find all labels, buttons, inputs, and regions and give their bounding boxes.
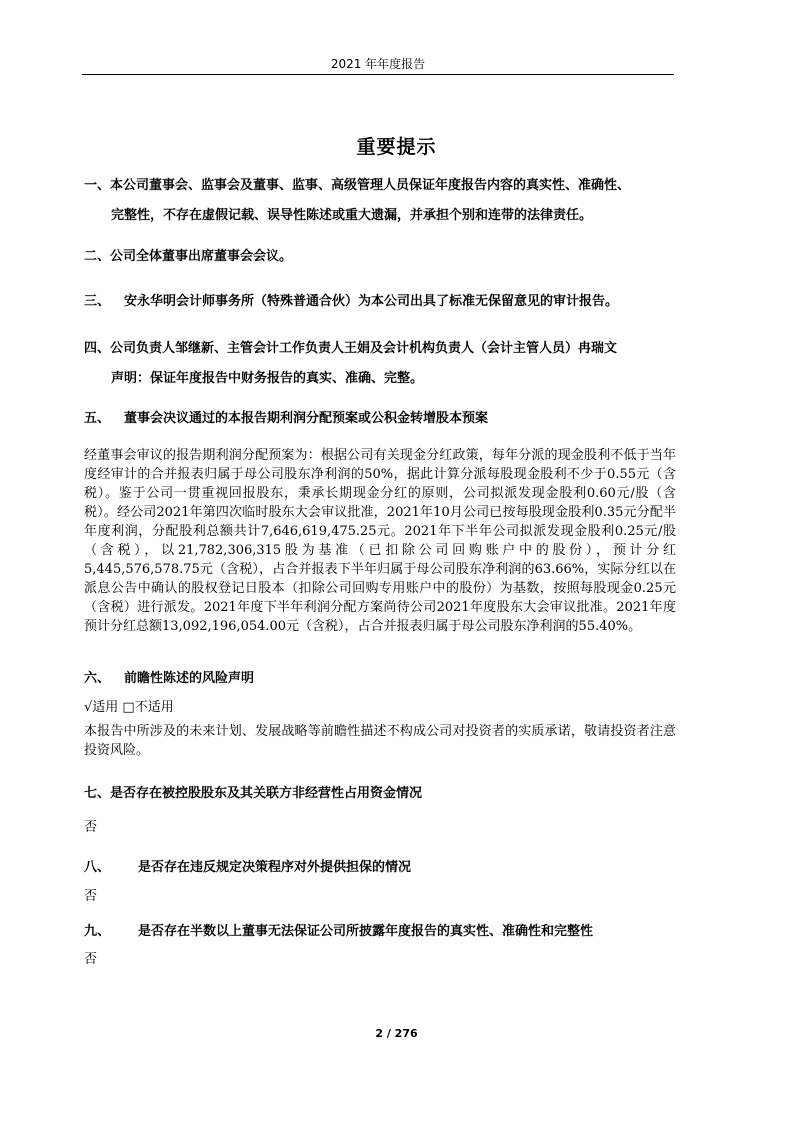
item-one [84,171,694,231]
item-five-heading [84,404,694,434]
item-two: 二、公司全体董事出席董事会会议。 [84,249,293,264]
item-six-heading [84,664,694,694]
item-three-text: 安永华明会计师事务所（特殊普通合伙）为本公司出具了标准无保留意见的审计报告。 [124,294,619,309]
header-divider [82,74,674,75]
page-number: 2 / 276 [375,1027,418,1040]
item-eight-answer: 否 [84,889,98,904]
item-one-line2: 完整性，不存在虚假记载、误导性陈述或重大遗漏，并承担个别和连带的法律责任。 [111,208,593,223]
item-five-text: 董事会决议通过的本报告期利润分配预案或公积金转增股本预案 [124,411,489,426]
item-eight-text: 是否存在违反规定决策程序对外提供担保的情况 [138,860,412,875]
profit-distribution-paragraph: 经董事会审议的报告期利润分配预案为：根据公司有关现金分红政策，每年分派的现金股利不低于当年度经审计的合并报表归属于母公司股东净利润的50%，据此计算分派每股现金股利不少于0.55元（含税）。鉴于公司一贯重视回报股东，秉承长期现金分红的原则，公司拟派发现金股利0.60元/股（含税）。经公司2021年第四次临时股东大会审议批准，2021年10月公司已按每股现金股利0.35元分配半年度利润，分配股利总额共计7,646,619,475.25元。2021年下半年公司拟派发现金股利0.25元/股（含税），以21,782,306,315股为基准（已扣除公司回购账户中的股份），预计分红5,445,576,578.75元（含税），占合并报表下半年归属于母公司股东净利润的63.66%，实际分红以在派息公告中确认的股权登记日股本（扣除公司回购专用账户中的股份）为基数，按照每股现金0.25元（含税）进行派发。2021年度下半年利润分配方案尚待公司2021年度股东大会审议批准。2021年度预计分红总额13,092,196,054.00元（含税），占合并报表归属于母公司股东净利润的55.40%。 [84,448,676,634]
item-five-number: 五、 [84,411,111,426]
item-seven-answer: 否 [84,820,98,835]
item-one-line1: 一、本公司董事会、监事会及董事、监事、高级管理人员保证年度报告内容的真实性、准确性、 [84,178,631,193]
item-six-text: 前瞻性陈述的风险声明 [124,671,255,686]
item-four [84,334,704,394]
page-title: 重要提示 [356,136,437,158]
item-nine-heading [84,917,694,947]
risk-statement-paragraph: 本报告中所涉及的未来计划、发展战略等前瞻性描述不构成公司对投资者的实质承诺，敬请投资者注意投资风险。 [84,724,676,758]
item-eight-number: 八、 [84,860,111,875]
item-four-line1: 四、公司负责人邹继新、主管会计工作负责人王娟及会计机构负责人（会计主管人员）冉瑞文 [84,341,618,356]
item-nine-text: 是否存在半数以上董事无法保证公司所披露年度报告的真实性、准确性和完整性 [138,924,594,939]
item-six-number: 六、 [84,671,111,686]
running-header: 2021 年年度报告 [330,57,426,71]
item-three-number: 三、 [84,294,111,309]
item-seven-heading: 七、是否存在被控股股东及其关联方非经营性占用资金情况 [84,786,423,801]
item-three [84,287,694,317]
item-four-line2: 声明：保证年度报告中财务报告的真实、准确、完整。 [111,371,424,386]
item-nine-number: 九、 [84,924,111,939]
applicability-checkbox: √适用 □不适用 [84,700,174,715]
item-nine-answer: 否 [84,952,98,967]
item-eight-heading [84,853,694,883]
